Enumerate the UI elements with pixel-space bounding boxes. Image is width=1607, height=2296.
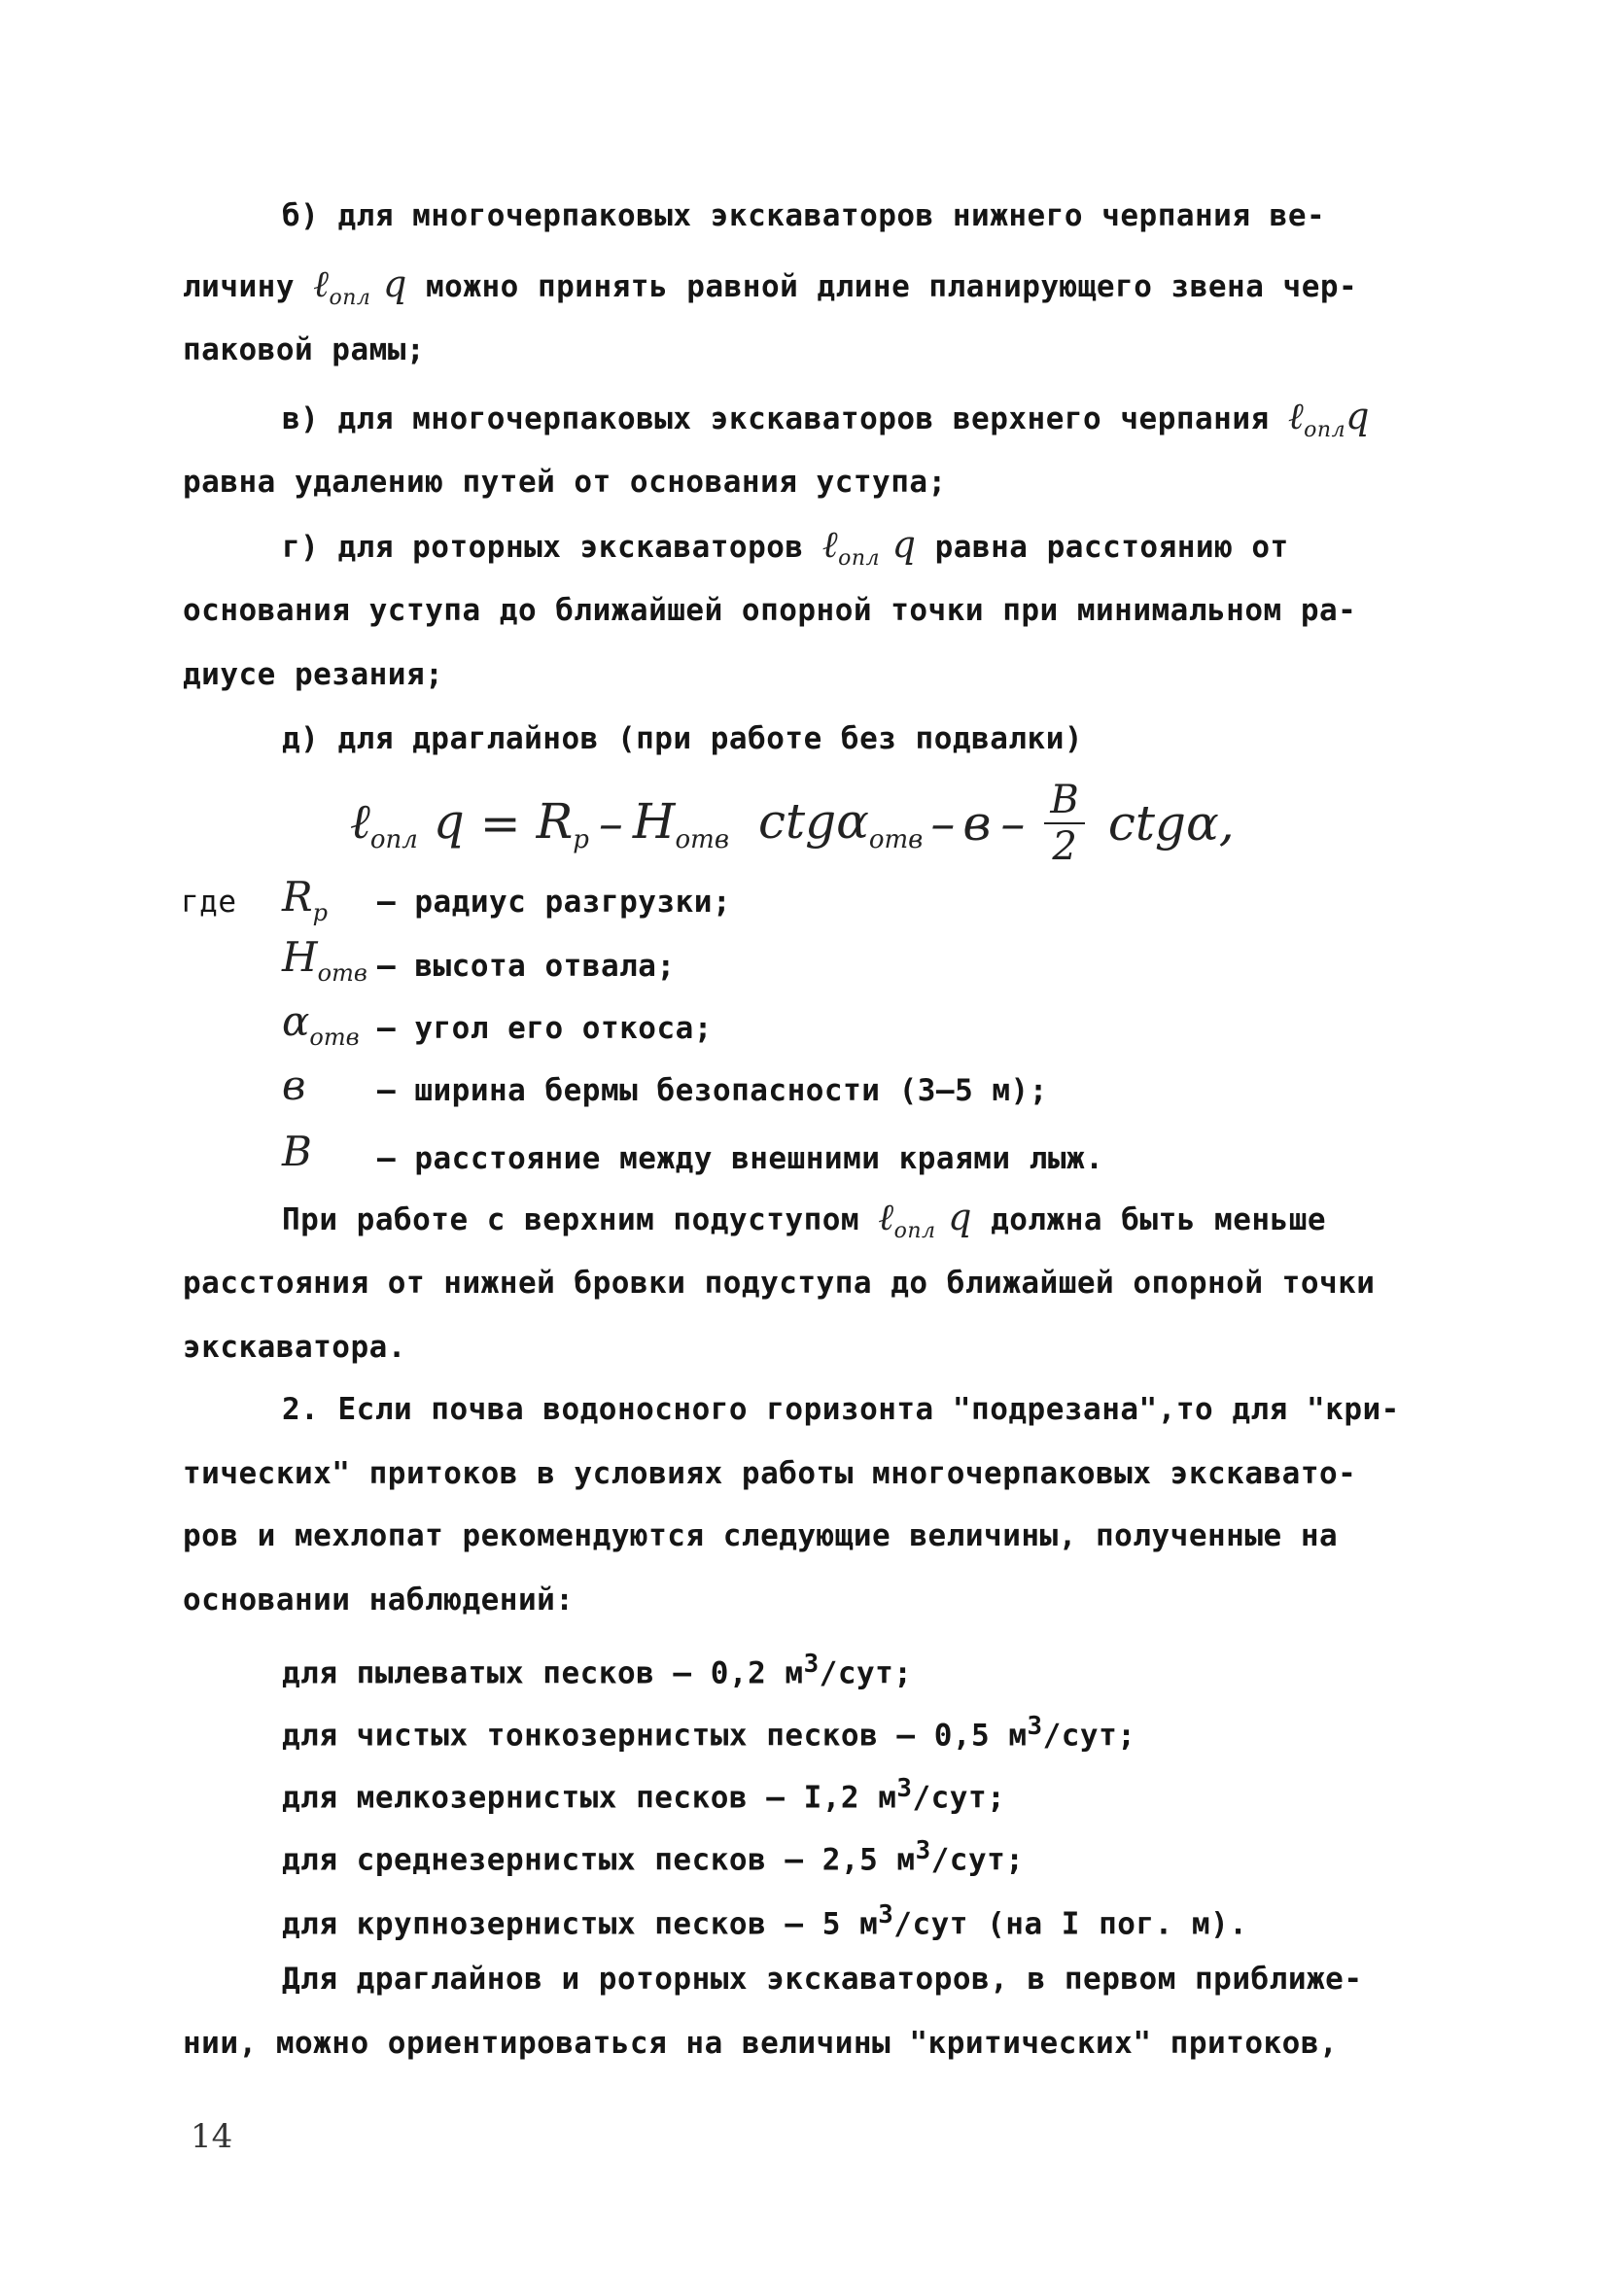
formula-lopl: ℓ$_{опл}$ q [350, 792, 465, 854]
item2-line4: основании наблюдений: [183, 1583, 575, 1618]
last-line2: нии, можно ориентироваться на величины "критических" притоков, [183, 2026, 1339, 2061]
var-b: в [282, 1061, 306, 1109]
var-Hotv-desc: – высота отвала; [377, 949, 676, 984]
item-g-line1: г) для роторных экскаваторов ℓ$_{опл}$ q равна расстоянию от [282, 523, 1289, 571]
var-alpha-desc: – угол его откоса; [377, 1011, 713, 1046]
item-b-line3: паковой рамы; [183, 332, 426, 367]
var-alpha: $\alpha_{отв}$ [282, 997, 360, 1051]
formula-equals: = [479, 795, 521, 852]
formula-minus: – [598, 795, 623, 852]
where-label: где [181, 885, 237, 920]
item2-line2: тических" притоков в условиях работы многочерпаковых экскавато- [183, 1456, 1357, 1491]
var-Rp: $R_p$ [282, 873, 328, 926]
fraction-numerator: B [1044, 778, 1084, 824]
formula-ctg-alpha: ctgα$_{отв}$ [757, 792, 924, 854]
sand-item: для крупнозернистых песков – 5 $м^3$/сут (на I пог. м). [282, 1900, 1248, 1942]
item-v-line2: равна удалению путей от основания уступа; [183, 465, 947, 500]
upper-line1: При работе с верхним подуступом ℓ$_{опл}$ q должна быть меньше [282, 1196, 1327, 1243]
last-line1: Для драглайнов и роторных экскаваторов, в первом приближе- [282, 1962, 1363, 1997]
lopl-symbol: ℓ$_{опл}$ q [821, 523, 917, 571]
var-b-desc: – ширина бермы безопасности (3–5 м); [377, 1073, 1048, 1108]
formula-b: в [962, 795, 992, 852]
formula-fraction [1044, 778, 1084, 869]
sand-item: для мелкозернистых песков – I,2 $м^3$/сут; [282, 1774, 1006, 1816]
formula-R: $R_p$ [536, 792, 589, 854]
lopl-symbol: ℓ$_{опл}$q [1287, 395, 1370, 442]
var-B-desc: – расстояние между внешними краями лыж. [377, 1141, 1104, 1176]
lopl-symbol: ℓ$_{опл}$ q [878, 1196, 972, 1243]
lopl-symbol: ℓ$_{опл}$ q [313, 262, 407, 310]
dragline-formula [350, 778, 1235, 869]
item-v-line1: в) для многочерпаковых экскаваторов верхнего черпания ℓ$_{опл}$q [282, 395, 1370, 442]
item2-line1: 2. Если почва водоносного горизонта "подрезана",то для "кри- [282, 1392, 1400, 1427]
formula-ctg-alpha2: ctgα, [1107, 795, 1235, 852]
var-Rp-desc: – радиус разгрузки; [377, 885, 732, 920]
upper-line3: экскаватора. [183, 1330, 406, 1365]
formula-H: $H_{отв}$ [632, 792, 729, 854]
sand-item: для чистых тонкозернистых песков – 0,5 $м^3$/сут; [282, 1712, 1136, 1754]
item2-line3: ров и мехлопат рекомендуются следующие величины, полученные на [183, 1518, 1339, 1553]
item-g-line3: диусе резания; [183, 657, 444, 692]
item-b-line1: б) для многочерпаковых экскаваторов нижнего черпания ве- [282, 198, 1326, 233]
formula-minus: – [1000, 795, 1026, 852]
sand-item: для пылеватых песков – 0,2 $м^3$/сут; [282, 1650, 913, 1691]
var-Hotv: $H_{отв}$ [282, 933, 367, 987]
item-b-line2: личину ℓ$_{опл}$ q можно принять равной длине планирующего звена чер- [183, 262, 1358, 310]
page-number: 14 [191, 2117, 233, 2156]
sand-item: для среднезернистых песков – 2,5 $м^3$/сут; [282, 1836, 1025, 1878]
formula-minus: – [930, 795, 956, 852]
upper-line2: расстояния от нижней бровки подуступа до ближайшей опорной точки [183, 1266, 1376, 1301]
item-d-line1: д) для драглайнов (при работе без подвалки) [282, 721, 1084, 756]
item-g-line2: основания уступа до ближайшей опорной точки при минимальном ра- [183, 593, 1357, 628]
var-B: B [282, 1128, 312, 1175]
fraction-denominator: 2 [1052, 824, 1077, 869]
